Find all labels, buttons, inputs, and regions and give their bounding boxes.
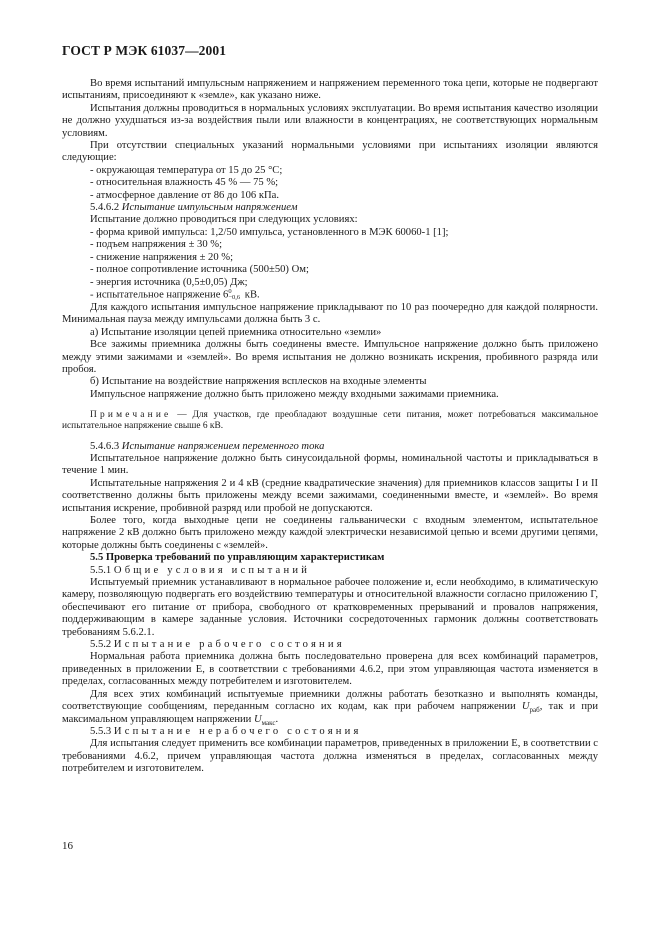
list-item: - окружающая температура от 15 до 25 °С; <box>90 164 283 176</box>
list-item: - атмосферное давление от 86 до 106 кПа. <box>90 189 279 201</box>
paragraph: Для каждого испытания импульсное напряжение прикладывают по 10 раз поочередно для каждой полярности. Минимальная пауза между импульсами должна быть 3 с. <box>62 301 598 326</box>
section-heading-5-5-2: 5.5.2 Испытание рабочего состояния <box>90 639 345 651</box>
paragraph-operating-voltage: Для всех этих комбинаций испытуемые приемники должны работать безотказно и выполнять команды, соответствующие сообщениям, переданным согласно их кодам, как при рабочем напряжении $U_{раб}$, так и при максимальном управляющем напряжении $U_{макс}$. <box>62 688 598 727</box>
paragraph: Все зажимы приемника должны быть соединены вместе. Импульсное напряжение должно быть приложено между этими зажимами и «землей». Во время испытания не должно возникать искрения, пробивного разряда или пробоя. <box>62 339 598 375</box>
paragraph: Для испытания следует применить все комбинации параметров, приведенных в приложении Е, в соответствии с требованиями 4.6.2, причем управляющая частота должна изменяться в пределах, согласованных между потребителем и изготовителем. <box>62 738 598 775</box>
list-item: - снижение напряжения ± 20 %; <box>90 251 234 263</box>
list-item-test-voltage: - испытательное напряжение 6 0 −0,6 кВ. <box>90 287 260 302</box>
paragraph: Испытания должны проводиться в нормальных условиях эксплуатации. Во время испытания качество изоляции не должно ухудшаться из-за воздействия пыли или влажности в концентрациях, не соответствующих нормальным условиям. <box>62 102 598 139</box>
paragraph: а) Испытание изоляции цепей приемника относительно «земли» <box>90 326 382 338</box>
paragraph: Во время испытаний импульсным напряжением и напряжением переменного тока цепи, которые не подвергают испытаниям, присоединяют к «земле», как указано ниже. <box>62 78 598 102</box>
document-header: ГОСТ Р МЭК 61037—2001 <box>62 43 227 58</box>
section-heading-5-4-6-2: 5.4.6.2 Испытание импульсным напряжением <box>90 202 298 214</box>
document-body <box>62 78 598 776</box>
paragraph: Испытание должно проводиться при следующих условиях: <box>90 214 358 226</box>
paragraph: Более того, когда выходные цепи не соединены гальванически с входным элементом, испытательное напряжение 2 кВ должно быть приложено между каждой электрически независимой цепью и всеми другими цепями, которые должны быть соединены с «землей». <box>62 515 598 551</box>
section-heading-5-4-6-3: 5.4.6.3 Испытание напряжением переменного тока <box>90 440 325 452</box>
paragraph: Нормальная работа приемника должна быть последовательно проверена для всех комбинаций параметров, приведенных в приложении Е, в соответствии с требованиями 4.6.2, при этом управляющая частота изменяется в пределах, согласованных между потребителем и изготовителем. <box>62 651 598 688</box>
paragraph: Импульсное напряжение должно быть приложено между входными зажимами приемника. <box>90 388 499 400</box>
list-item: - относительная влажность 45 % — 75 %; <box>90 177 279 189</box>
paragraph: Испытательное напряжение должно быть синусоидальной формы, номинальной частоты и прикладываться в течение 1 мин. <box>62 452 598 477</box>
note: Примечание — Для участков, где преобладают воздушные сети питания, может потребоваться максимальное испытательное напряжение свыше 6 кВ. <box>62 410 598 432</box>
paragraph: Испытуемый приемник устанавливают в нормальное рабочее положение и, если необходимо, в климатическую камеру, позволяющую подвергать его воздействию температуры и относительной влажности согласно приложению Г, обеспечивают его питание от прибора, свободного от кратковременных прерываний и провалов напряжения, поддерживающим в камере заданные условия. Источники сосредоточенных гармоник должны соответствовать требованиям 5.6.2.1. <box>62 577 598 638</box>
list-item: - энергия источника (0,5±0,05) Дж; <box>90 276 248 288</box>
paragraph: б) Испытание на воздействие напряжения всплесков на входные элементы <box>90 376 427 388</box>
list-item: - полное сопротивление источника (500±50) Ом; <box>90 264 309 276</box>
list-item: - подъем напряжения ± 30 %; <box>90 239 223 251</box>
list-item: - форма кривой импульса: 1,2/50 импульса, установленного в МЭК 60060-1 [1]; <box>90 226 449 238</box>
page-number: 16 <box>62 840 73 852</box>
paragraph: Испытательные напряжения 2 и 4 кВ (средние квадратические значения) для приемников классов защиты I и II соответственно должны быть приложены между всеми зажимами, соединенными вместе, и «землей». Во время испытания искрение, пробивной разряд или пробой не допускаются. <box>62 477 598 514</box>
section-heading-5-5: 5.5 Проверка требований по управляющим характеристикам <box>90 552 385 564</box>
paragraph: При отсутствии специальных указаний нормальными условиями при испытаниях изоляции являются следующие: <box>62 140 598 164</box>
section-heading-5-5-1: 5.5.1 Общие условия испытаний <box>90 564 311 576</box>
section-heading-5-5-3: 5.5.3 Испытание нерабочего состояния <box>90 725 362 737</box>
